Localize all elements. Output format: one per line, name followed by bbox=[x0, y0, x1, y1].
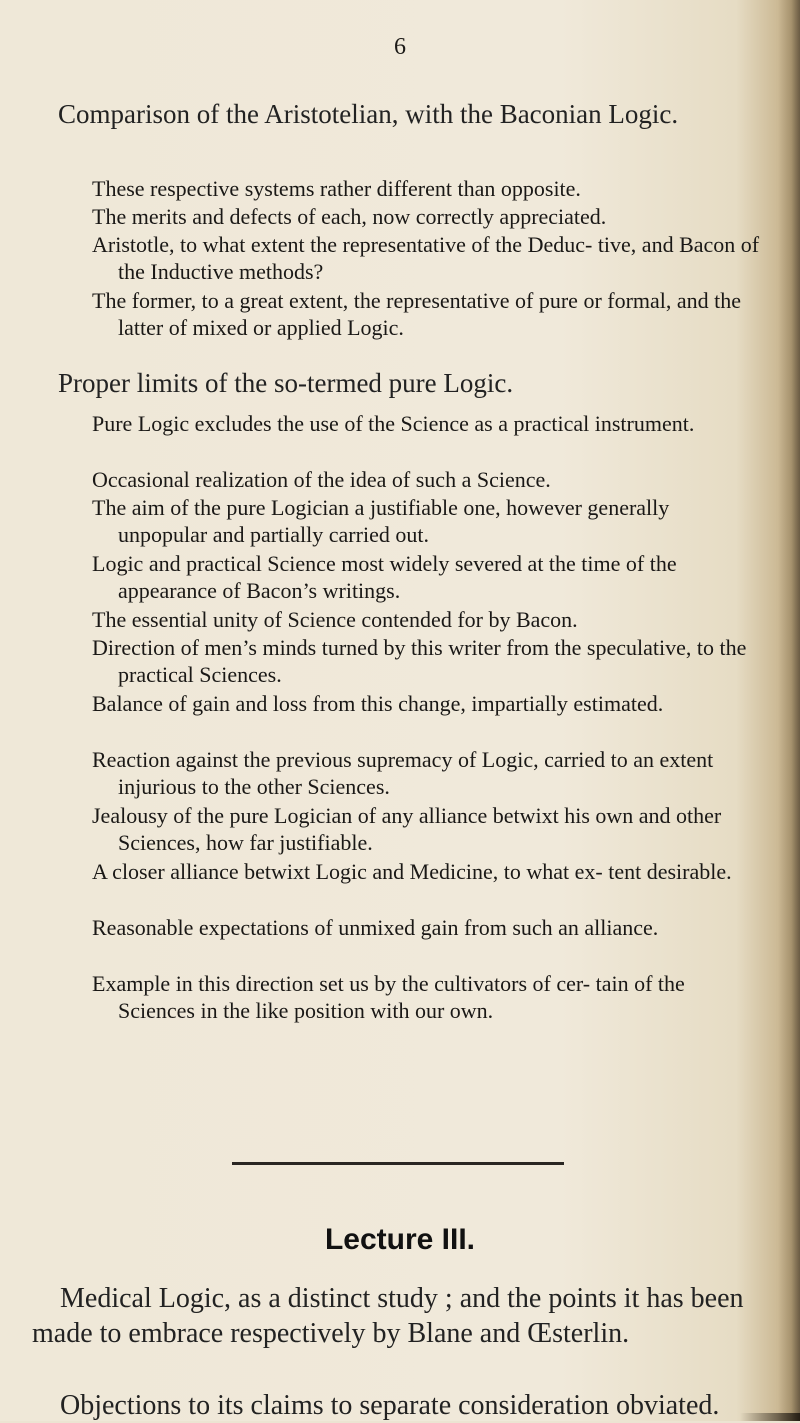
section-divider bbox=[232, 1162, 564, 1165]
list-item: Direction of men’s minds turned by this writer from the speculative, to the practical Sciences. bbox=[92, 635, 747, 687]
list-item: Example in this direction set us by the cultivators of cer- tain of the Sciences in the like position with our own. bbox=[92, 971, 685, 1023]
list-item: The essential unity of Science contended for by Bacon. bbox=[92, 607, 578, 632]
lecture-paragraph: Medical Logic, as a distinct study ; and the points it has been made to embrace respectively by Blane and Œsterlin. bbox=[32, 1283, 744, 1349]
list-item: A closer alliance betwixt Logic and Medicine, to what ex- tent desirable. bbox=[92, 859, 732, 884]
lecture-title: Lecture III. bbox=[324, 1223, 476, 1256]
list-item: Occasional realization of the idea of such a Science. bbox=[92, 467, 551, 492]
list-item: The merits and defects of each, now correctly appreciated. bbox=[92, 204, 607, 229]
list-item: Balance of gain and loss from this change, impartially estimated. bbox=[92, 691, 664, 716]
list-item: The former, to a great extent, the representative of pure or formal, and the latter of mixed or applied Logic. bbox=[92, 288, 742, 340]
list-item: Reasonable expectations of unmixed gain from such an alliance. bbox=[92, 915, 659, 940]
page-number: 6 bbox=[394, 34, 406, 60]
list-item: Logic and practical Science most widely severed at the time of the appearance of Bacon’s writings. bbox=[92, 551, 677, 603]
list-item: Jealousy of the pure Logician of any alliance betwixt his own and other Sciences, how far justifiable. bbox=[92, 803, 722, 855]
lecture-paragraph: Objections to its claims to separate consideration obviated. bbox=[60, 1390, 720, 1421]
list-item: Pure Logic excludes the use of the Science as a practical instrument. bbox=[92, 411, 695, 436]
list-item: These respective systems rather different than opposite. bbox=[92, 176, 581, 201]
section-heading-comparison: Comparison of the Aristotelian, with the Baconian Logic. bbox=[58, 99, 679, 129]
list-item: The aim of the pure Logician a justifiable one, however generally unpopular and partially carried out. bbox=[92, 495, 670, 547]
page-edge-shadow bbox=[778, 0, 800, 1421]
section-heading-pure-logic: Proper limits of the so-termed pure Logic. bbox=[58, 368, 514, 398]
list-item: Aristotle, to what extent the representative of the Deduc- tive, and Bacon of the Inductive methods? bbox=[92, 232, 760, 284]
list-item: Reaction against the previous supremacy of Logic, carried to an extent injurious to the other Sciences. bbox=[92, 747, 714, 799]
